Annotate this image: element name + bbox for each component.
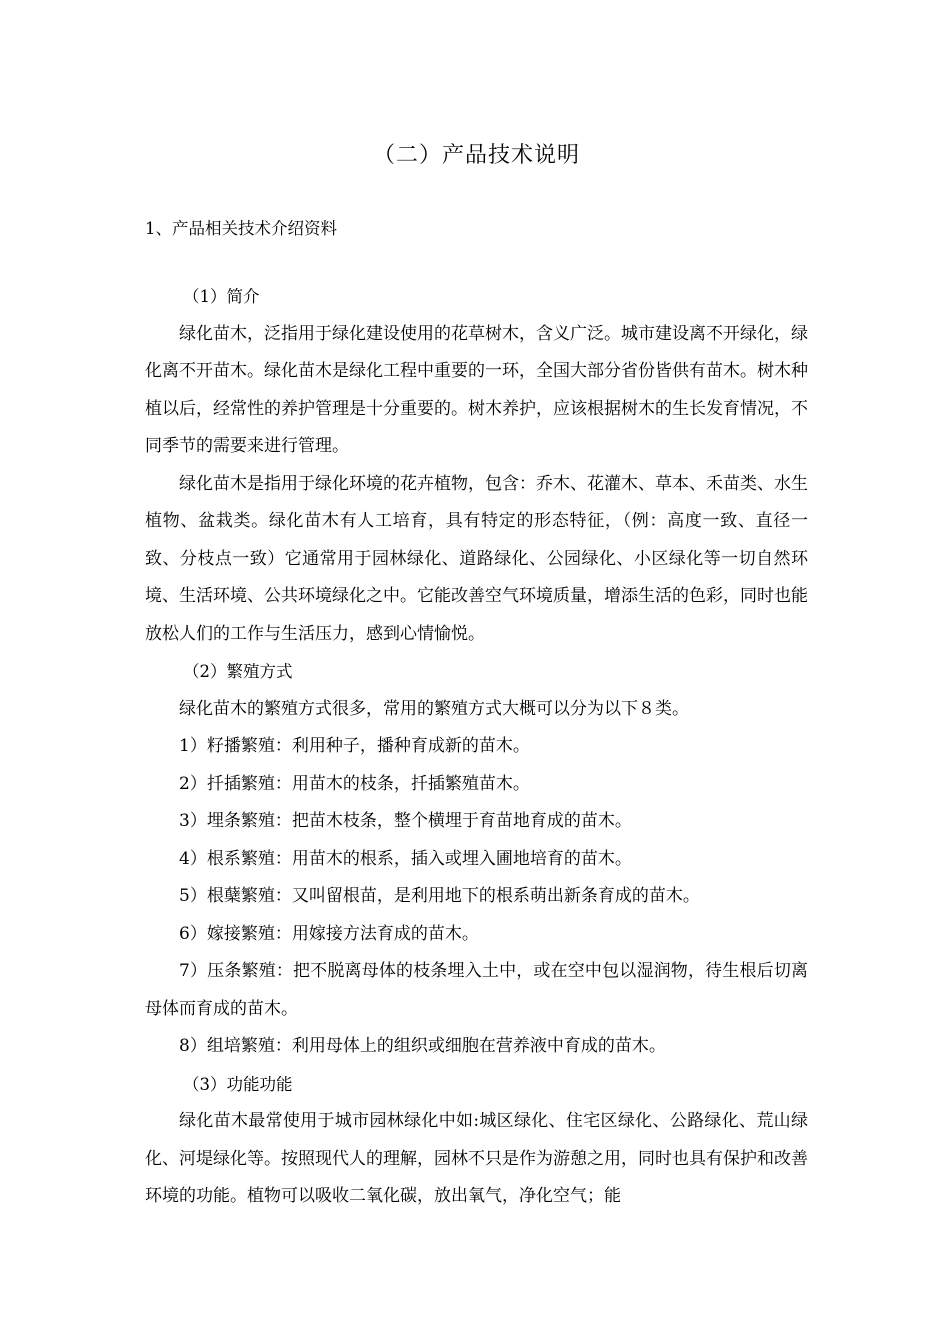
propagation-item: 6）嫁接繁殖：用嫁接方法育成的苗木。 xyxy=(179,923,479,944)
propagation-item: 4）根系繁殖：用苗木的根系，插入或埋入圃地培育的苗木。 xyxy=(179,848,632,869)
intro-paragraph-2: 绿化苗木是指用于绿化环境的花卉植物，包含：乔木、花灌木、草本、禾苗类、水生植物、盆栽类。绿化苗木有人工培育，具有特定的形态特征，（例：高度一致、直径一致、分枝点一致）它通常用于园林绿化、道路绿化、公园绿化、小区绿化等一切自然环境、生活环境、公共环境绿化之中。它能改善空气环境质量，增添生活的色彩，同时也能放松人们的工作与生活压力，感到心情愉悦。 xyxy=(145,473,808,644)
propagation-item: 7）压条繁殖：把不脱离母体的枝条埋入土中，或在空中包以湿润物，待生根后切离母体而育成的苗木。 xyxy=(145,961,808,1019)
propagation-item: 8）组培繁殖：利用母体上的组织或细胞在营养液中育成的苗木。 xyxy=(179,1036,666,1056)
document-page xyxy=(145,0,808,1344)
document-body xyxy=(145,278,808,1216)
propagation-intro: 绿化苗木的繁殖方式很多，常用的繁殖方式大概可以分为以下８类。 xyxy=(179,698,689,719)
intro-heading: （1）简介 xyxy=(183,287,260,306)
propagation-item: 3）埋条繁殖：把苗木枝条，整个横埋于育苗地育成的苗木。 xyxy=(179,811,632,831)
propagation-item: 2）扦插繁殖：用苗木的枝条，扦插繁殖苗木。 xyxy=(179,773,530,794)
intro-paragraph-1: 绿化苗木，泛指用于绿化建设使用的花草树木，含义广泛。城市建设离不开绿化，绿化离不开苗木。绿化苗木是绿化工程中重要的一环，全国大部分省份皆供有苗木。树木种植以后，经常性的养护管理是十分重要的。树木养护，应该根据树木的生长发育情况，不同季节的需要来进行管理。 xyxy=(145,323,808,456)
function-paragraph: 绿化苗木最常使用于城市园林绿化中如:城区绿化、住宅区绿化、公路绿化、荒山绿化、河堤绿化等。按照现代人的理解，园林不只是作为游憩之用，同时也具有保护和改善环境的功能。植物可以吸收二氧化碳，放出氧气，净化空气；能 xyxy=(145,1111,808,1206)
section-heading: 1、产品相关技术介绍资料 xyxy=(145,219,337,238)
propagation-item: 5）根蘖繁殖：又叫留根苗，是利用地下的根系萌出新条育成的苗木。 xyxy=(179,886,700,906)
propagation-heading: （2）繁殖方式 xyxy=(183,662,293,681)
document-title: （二）产品技术说明 xyxy=(372,143,580,168)
function-heading: （3）功能功能 xyxy=(183,1074,293,1094)
propagation-item: 1）籽播繁殖：利用种子，播种育成新的苗木。 xyxy=(179,736,530,756)
